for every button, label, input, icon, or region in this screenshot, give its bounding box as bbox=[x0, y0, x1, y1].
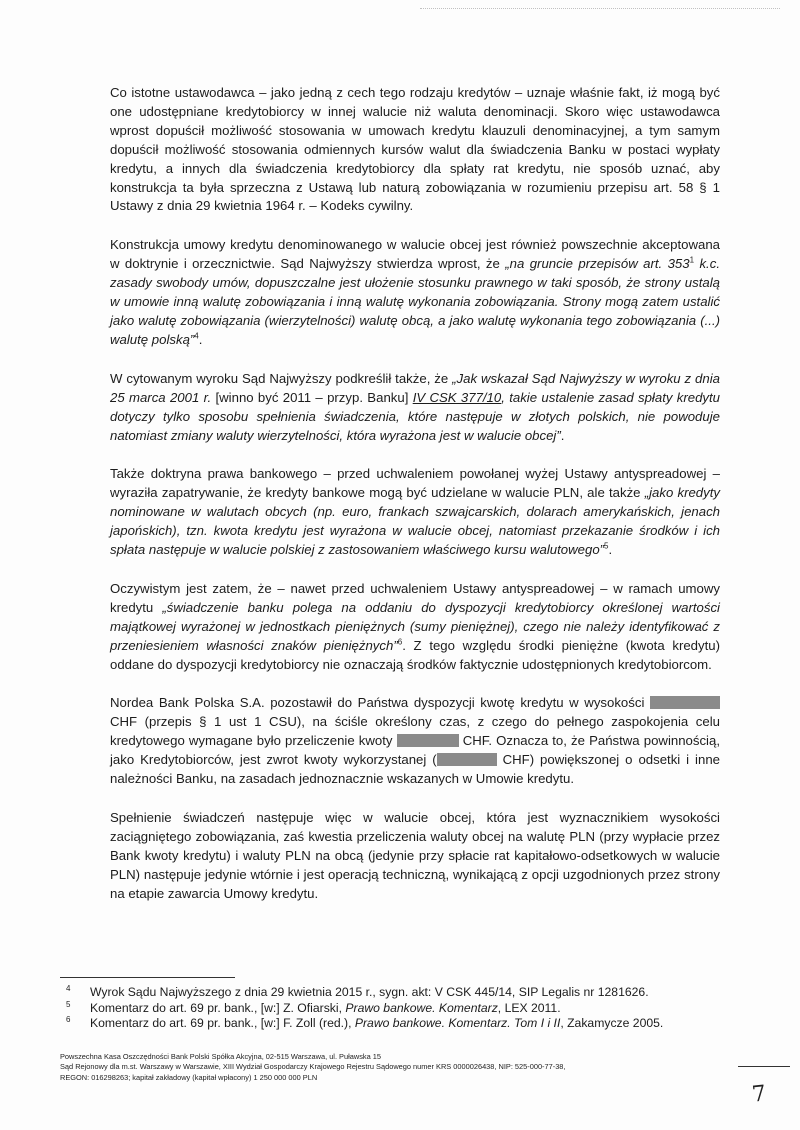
p3-text: W cytowanym wyroku Sąd Najwyższy podkreślił także, że bbox=[110, 370, 453, 386]
footnote-text: Komentarz do art. 69 pr. bank., [w:] Z. Ofiarski, bbox=[90, 1000, 346, 1015]
footnote-text: Komentarz do art. 69 pr. bank., [w:] F. Zoll (red.), bbox=[90, 1016, 355, 1030]
p5-quote: „świadczenie banku polega na oddaniu do dyspozycji kredytobiorcy określonej wartości majątkowej wyrażonej w jednostkach pieniężnych (sumy pieniężnej), czego nie należy identyfikować z przeniesieniem własności znaków pieniężnych” bbox=[110, 599, 720, 653]
p6-text-b: CHF (przepis § 1 ust 1 CSU), na ściśle określony czas, z czego do pełnego zaspokojenia celu kredytowego wymagane było przeliczenie kwoty bbox=[110, 714, 720, 749]
footnote-source: , Zakamycze 2005. bbox=[560, 1016, 664, 1030]
p6-text-d: CHF) powiększonej o odsetki i inne należności Banku, na zasadach jednoznacznie wskazanych w Umowie kredytu. bbox=[110, 752, 720, 787]
redacted-amount bbox=[650, 696, 720, 709]
footer-line-3: REGON: 016298263; kapitał zakładowy (kapitał wpłacony) 1 250 000 000 PLN bbox=[60, 1072, 318, 1082]
p4-quote: „jako kredyty nominowane w walutach obcych (np. euro, frankach szwajcarskich, dolarach amerykańskich, jenach japońskich), tzn. kwota kredytu jest wyrażona w walucie obcej, natomiast przekazanie środków i ich spłata następuje w walucie polskiej z zastosowaniem właściwego kursu walutowego” bbox=[110, 485, 720, 558]
footnote-5 bbox=[66, 1001, 726, 1017]
redacted-amount bbox=[397, 734, 459, 747]
p4-text: Także doktryna prawa bankowego – przed uchwaleniem powołanej wyżej Ustawy antyspreadowej – wyraziła zapatrywanie, że kredyty bankowe mogą być udzielane w walucie PLN, ale także bbox=[110, 466, 720, 501]
footnote-6 bbox=[66, 1016, 726, 1032]
document-body bbox=[110, 84, 720, 924]
p5-text-b: . Z tego względu środki pieniężne (kwota kredytu) oddane do dyspozycji kredytobiorcy nie oznaczają środków faktycznie udostępnionych kredytobiorcom. bbox=[110, 637, 720, 672]
p2-quote-b: k.c. zasady swobody umów, dopuszczalne jest ułożenie stosunku prawnego w taki sposób, że strony ustalą w umowie inną walutę zobowiązania i inną walutę wykonania zobowiązania. Strony mogą zatem ustalić jako walutę zobowiązania (wierzytelności) walutę obcą, a jako walutę wykonania tego zobowiązania (...) walutę polską” bbox=[110, 256, 720, 347]
footnote-title: Prawo bankowe. Komentarz. Tom I i II bbox=[354, 1016, 561, 1030]
footnote-ref-6: 6 bbox=[397, 637, 403, 647]
scan-artifact-dots bbox=[420, 8, 780, 13]
footnote-title: Prawo bankowe. Komentarz bbox=[345, 1000, 498, 1015]
footnote-text: Wyrok Sądu Najwyższego z dnia 29 kwietnia 2015 r., sygn. akt: V CSK 445/14, SIP Legalis nr 1281626. bbox=[90, 985, 649, 999]
p6-text-c: CHF. Oznacza to, że Państwa powinnością, jako Kredytobiorców, jest zwrot kwoty wykorzystanej ( bbox=[110, 733, 720, 768]
p2-text: Konstrukcja umowy kredytu denominowanego w walucie obcej jest również powszechnie akceptowana w doktrynie i orzecznictwie. Sąd Najwyższy stwierdza wprost, że bbox=[110, 237, 720, 272]
footnote-source: , LEX 2011. bbox=[497, 1000, 561, 1015]
paragraph-2 bbox=[110, 236, 720, 349]
paragraph-3 bbox=[110, 370, 720, 446]
footnote-ref-4: 4 bbox=[194, 331, 199, 341]
footnote-4 bbox=[66, 985, 726, 1001]
p3-quote-b: , takie ustalenie zasad spłaty kredytu dotyczy tylko sposobu spełnienia świadczenia, które następuje w złotych polskich, nie powoduje natomiast zmiany waluty wierzytelności, która wyrażona jest w walucie obcej” bbox=[110, 389, 721, 443]
page-number: 7 bbox=[750, 1081, 768, 1108]
paragraph-7: Spełnienie świadczeń następuje więc w walucie obcej, która jest wyznacznikiem wysokości zaciągniętego zobowiązania, zaś kwestia przeliczenia waluty obcej na walutę PLN (przy wypłacie przez Bank kwoty kredytu) i waluty PLN na obcą (jedynie przy spłacie rat kapitałowo-odsetkowych w walucie PLN) następuje jedynie wtórnie i jest operacją techniczną, wynikającą z opcji uzgodnionych przez strony na etapie zawarcia Umowy kredytu. bbox=[110, 810, 720, 901]
footnote-separator bbox=[60, 977, 235, 978]
footnotes bbox=[66, 985, 726, 1032]
paragraph-5 bbox=[110, 580, 720, 675]
p2-quote-a: „na gruncie przepisów art. 353 bbox=[505, 256, 690, 272]
p3-end: . bbox=[560, 427, 565, 443]
footnote-ref-5: 5 bbox=[604, 541, 609, 551]
footnote-number: 5 bbox=[66, 999, 71, 1009]
p3-quote-a: „Jak wskazał Sąd Najwyższy w wyroku z dnia 25 marca 2001 r. bbox=[110, 370, 720, 405]
case-reference: IV CSK 377/10 bbox=[412, 389, 502, 405]
p4-end: . bbox=[608, 542, 613, 558]
p2-superscript: 1 bbox=[689, 255, 695, 265]
p5-text: Oczywistym jest zatem, że – nawet przed uchwaleniem Ustawy antyspreadowej – w ramach umowy kredytu bbox=[110, 580, 720, 615]
company-footer bbox=[60, 1052, 700, 1083]
p3-bank-note: [winno być 2011 – przyp. Banku] bbox=[211, 389, 413, 405]
footer-line-2: Sąd Rejonowy dla m.st. Warszawy w Warszawie, XIII Wydział Gospodarczy Krajowego Rejestru Sądowego numer KRS 0000026438, NIP: 525-000-77-38, bbox=[60, 1062, 566, 1072]
redacted-amount bbox=[437, 753, 497, 766]
footnote-number: 6 bbox=[66, 1015, 71, 1024]
footer-line-1: Powszechna Kasa Oszczędności Bank Polski Spółka Akcyjna, 02-515 Warszawa, ul. Puławska 15 bbox=[60, 1052, 381, 1061]
footnote-number: 4 bbox=[66, 984, 71, 993]
paragraph-4 bbox=[110, 465, 720, 560]
p6-text-a: Nordea Bank Polska S.A. pozostawił do Państwa dyspozycji kwotę kredytu w wysokości bbox=[110, 695, 650, 711]
page-number-rule bbox=[738, 1066, 790, 1067]
paragraph-6 bbox=[110, 694, 720, 789]
p2-end: . bbox=[198, 331, 203, 347]
paragraph-1: Co istotne ustawodawca – jako jedną z cech tego rodzaju kredytów – uznaje właśnie fakt, iż mogą być one udostępniane kredytobiorcy w innej walucie niż waluta denominacji. Skoro więc ustawodawca wprost dopuścił możliwość stosowania w umowach kredytu klauzuli denominacyjnej, a tym samym dopuścił możliwość stosowania odmiennych kursów walut dla świadczenia Banku w postaci wypłaty kredytu, a innych dla świadczenia kredytobiorcy dla spłaty rat kredytu, nie sposób uznać, aby konstrukcja ta była sprzeczna z Ustawą lub naturą zobowiązania w rozumieniu przepisu art. 58 § 1 Ustawy z dnia 29 kwietnia 1964 r. – Kodeks cywilny. bbox=[110, 85, 720, 214]
